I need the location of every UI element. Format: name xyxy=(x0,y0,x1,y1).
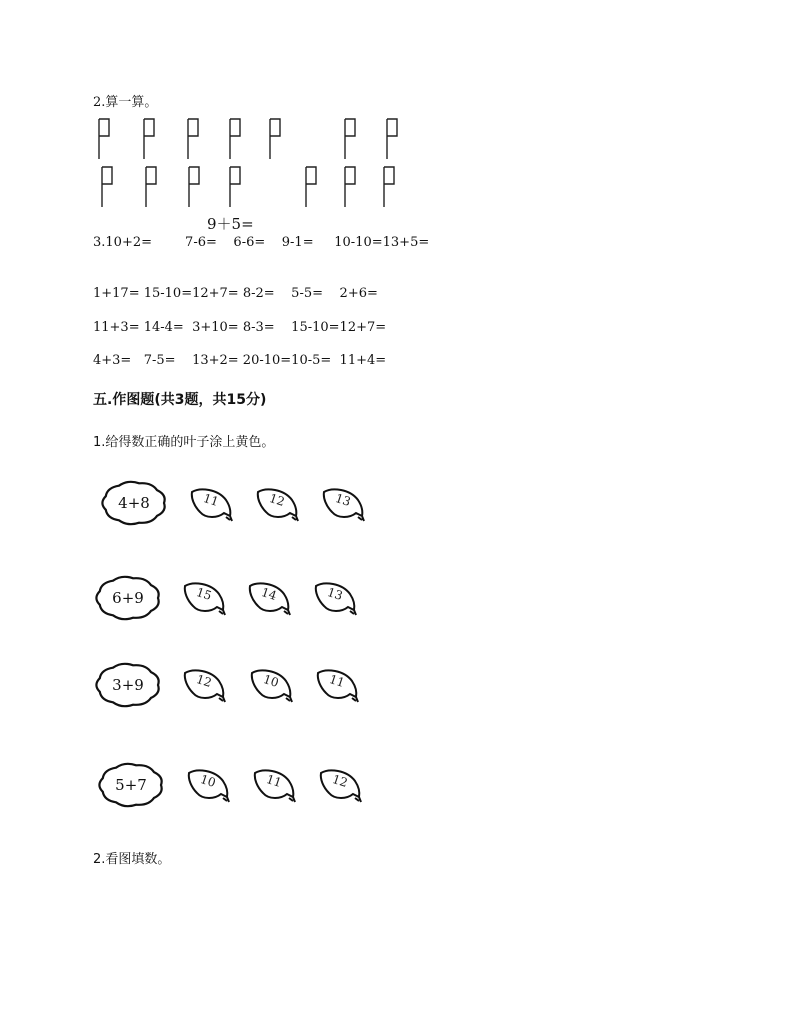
expression-cloud xyxy=(94,661,162,709)
answer-leaf[interactable] xyxy=(248,667,294,703)
answer-leaf[interactable] xyxy=(312,580,358,616)
flag-icon xyxy=(228,118,242,160)
leaf-number: 10 xyxy=(198,771,218,791)
question-1: 1.给得数正确的叶子涂上黄色。 xyxy=(93,435,275,450)
flag-equation: 9＋5= xyxy=(207,215,254,233)
expression-cloud xyxy=(97,761,165,809)
answer-leaf[interactable] xyxy=(317,767,363,803)
flag-icon xyxy=(97,118,111,160)
leaf-number: 12 xyxy=(194,671,214,691)
section-header: 2.算一算。 xyxy=(93,95,158,110)
leaf-number: 12 xyxy=(267,490,287,510)
flag-icon xyxy=(304,166,318,208)
question-2: 2.看图填数。 xyxy=(93,852,171,867)
expression-text: 5+7 xyxy=(115,776,147,794)
flag-icon xyxy=(385,118,399,160)
expression-cloud xyxy=(100,479,168,527)
flag-icon xyxy=(144,166,158,208)
problem-row-1: 1+17= 15-10=12+7= 8-2= 5-5= 2+6= xyxy=(93,286,378,301)
flag-icon xyxy=(142,118,156,160)
answer-leaf[interactable] xyxy=(185,767,231,803)
answer-leaf[interactable] xyxy=(181,667,227,703)
expression-text: 3+9 xyxy=(112,676,144,694)
leaf-number: 13 xyxy=(333,490,353,510)
section-five-title: 五.作图题(共3题，共15分) xyxy=(93,392,267,408)
leaf-number: 15 xyxy=(194,584,214,604)
leaf-number: 12 xyxy=(330,771,350,791)
problem-row-3: 4+3= 7-5= 13+2= 20-10=10-5= 11+4= xyxy=(93,353,387,368)
answer-leaf[interactable] xyxy=(254,486,300,522)
leaf-number: 10 xyxy=(261,671,281,691)
leaf-number: 11 xyxy=(201,490,221,510)
answer-leaf[interactable] xyxy=(320,486,366,522)
answer-leaf[interactable] xyxy=(314,667,360,703)
flag-icon xyxy=(187,166,201,208)
problem-row-0: 3.10+2= 7-6= 6-6= 9-1= 10-10=13+5= xyxy=(93,235,430,250)
leaf-number: 11 xyxy=(327,671,347,691)
flag-icon xyxy=(228,166,242,208)
expression-text: 6+9 xyxy=(112,589,144,607)
flag-icon xyxy=(268,118,282,160)
answer-leaf[interactable] xyxy=(251,767,297,803)
flag-icon xyxy=(186,118,200,160)
problem-row-2: 11+3= 14-4= 3+10= 8-3= 15-10=12+7= xyxy=(93,320,387,335)
leaf-number: 11 xyxy=(264,771,284,791)
answer-leaf[interactable] xyxy=(246,580,292,616)
leaf-number: 13 xyxy=(325,584,345,604)
answer-leaf[interactable] xyxy=(181,580,227,616)
expression-text: 4+8 xyxy=(118,494,150,512)
leaf-number: 14 xyxy=(259,584,279,604)
flag-icon xyxy=(343,166,357,208)
answer-leaf[interactable] xyxy=(188,486,234,522)
flag-icon xyxy=(382,166,396,208)
flag-icon xyxy=(100,166,114,208)
flag-icon xyxy=(343,118,357,160)
expression-cloud xyxy=(94,574,162,622)
